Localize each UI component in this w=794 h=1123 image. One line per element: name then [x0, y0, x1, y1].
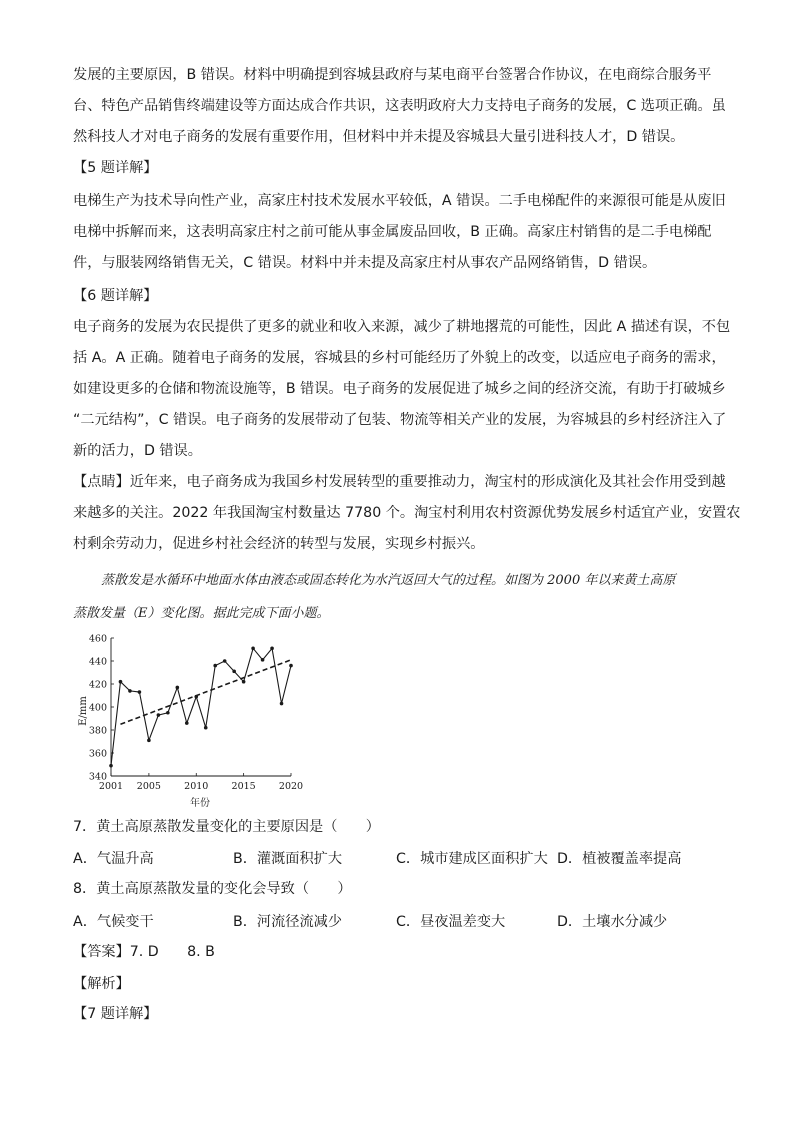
trend-line	[120, 660, 291, 724]
text-line: “二元结构”，C 错误。电子商务的发展带动了包装、物流等相关产业的发展，为容城县的乡村经济注入了	[73, 412, 727, 428]
data-point	[185, 721, 189, 725]
heading-text: 【6 题详解】	[73, 288, 158, 304]
data-point	[213, 664, 217, 668]
trend-line-group	[120, 660, 291, 724]
q7-option-c[interactable]: C．城市建成区面积扩大	[396, 851, 548, 867]
data-point	[176, 686, 180, 690]
data-point	[289, 664, 293, 668]
y-tick-label: 460	[88, 633, 107, 645]
q8-option-a[interactable]: A．气候变干	[73, 914, 154, 930]
data-point	[166, 711, 170, 715]
q8-option-d[interactable]: D．土壤水分减少	[557, 914, 668, 930]
heading-q7: 【7 题详解】	[73, 1006, 158, 1022]
q8-option-c[interactable]: C．昼夜温差变大	[396, 914, 506, 930]
data-point	[147, 739, 151, 743]
data-point	[270, 647, 274, 651]
heading-q6	[73, 281, 723, 312]
y-tick-label: 380	[88, 725, 107, 737]
data-point	[128, 689, 132, 693]
x-axis-label: 年份	[190, 798, 210, 809]
y-axis-ticks	[89, 634, 114, 783]
heading-q5	[73, 153, 723, 184]
text-line: 村剩余劳动力，促进乡村社会经济的转型与发展，实现乡村振兴。	[73, 536, 485, 552]
data-point	[232, 670, 236, 674]
text-line: 蒸散发量（E）变化图。据此完成下面小题。	[73, 606, 330, 621]
question-intro	[73, 564, 723, 630]
y-tick-label: 340	[88, 771, 107, 783]
x-tick-label: 2010	[184, 781, 209, 792]
answer-text: 7. D 8. B	[129, 944, 215, 960]
data-point	[138, 690, 142, 694]
text-line: 电梯中拆解而来，这表明高家庄村之前可能从事金属废品回收，B 正确。高家庄村销售的是二手电梯配	[73, 224, 712, 240]
y-axis-label: E/mm	[78, 696, 89, 726]
text-line: 电梯生产为技术导向性产业，高家庄村技术发展水平较低，A 错误。二手电梯配件的来源很可能是从废旧	[73, 193, 726, 209]
text-line: 新的活力，D 错误。	[73, 443, 202, 459]
x-tick-label: 2005	[136, 781, 161, 792]
data-point	[119, 680, 123, 684]
series-group	[109, 647, 293, 768]
x-tick-label: 2001	[98, 781, 124, 792]
paragraph-q5	[73, 186, 726, 279]
text-line: 如建设更多的仓储和物流设施等，B 错误。电子商务的发展促进了城乡之间的经济交流，有助于打破城乡	[73, 381, 726, 397]
data-point	[251, 647, 255, 651]
y-tick-label: 440	[88, 656, 107, 668]
y-tick-label: 420	[88, 679, 107, 691]
data-point	[261, 658, 265, 662]
series-line	[111, 648, 291, 765]
data-point	[223, 659, 227, 663]
paragraph-4-conclusion	[73, 60, 726, 153]
heading-text: 【5 题详解】	[73, 160, 158, 176]
data-point	[157, 713, 161, 717]
question-8-stem: 8．黄土高原蒸散发量的变化会导致（ ）	[73, 881, 352, 897]
paragraph-key-point	[73, 467, 741, 560]
y-tick-label: 400	[88, 702, 107, 714]
text-line: 发展的主要原因，B 错误。材料中明确提到容城县政府与某电商平台签署合作协议，在电商综合服务平	[73, 67, 712, 83]
y-tick-label: 360	[88, 748, 107, 760]
q8-option-b[interactable]: B．河流径流减少	[233, 914, 343, 930]
question-7-stem: 7．黄土高原蒸散发量变化的主要原因是（ ）	[73, 819, 380, 835]
text-line: 蒸散发是水循环中地面水体由液态或固态转化为水汽返回大气的过程。如图为 2000 年以来黄土高原	[101, 573, 676, 588]
x-tick-label: 2015	[231, 781, 256, 792]
text-line: 件，与服装网络销售无关，C 错误。材料中并未提及高家庄村从事农产品网络销售，D 错误。	[73, 255, 657, 271]
q7-option-a[interactable]: A．气温升高	[73, 851, 154, 867]
text-line: 电子商务的发展为农民提供了更多的就业和收入来源，减少了耕地撂荒的可能性，因此 A 描述有误，不包	[73, 319, 731, 335]
text-line: 【点睛】近年来，电子商务成为我国乡村发展转型的重要推动力，淘宝村的形成演化及其社会作用受到越	[73, 474, 726, 490]
data-point	[194, 695, 198, 699]
q7-option-b[interactable]: B．灌溉面积扩大	[233, 851, 343, 867]
data-point	[242, 680, 246, 684]
evapotranspiration-chart	[73, 628, 303, 813]
answer-tag: 【答案】	[73, 944, 130, 960]
q7-option-d[interactable]: D．植被覆盖率提高	[557, 851, 682, 867]
paragraph-q6	[73, 312, 731, 467]
text-line: 然科技人才对电子商务的发展有重要作用，但材料中并未提及容城县大量引进科技人才，D 错误。	[73, 129, 685, 145]
text-line: 来越多的关注。2022 年我国淘宝村数量达 7780 个。淘宝村利用农村资源优势发展乡村适宜产业，安置农	[73, 505, 741, 521]
data-point	[109, 764, 113, 768]
analysis-heading: 【解析】	[73, 976, 130, 992]
answer-line	[73, 942, 215, 962]
x-tick-label: 2020	[278, 781, 303, 792]
data-point	[204, 726, 208, 730]
text-line: 台、特色产品销售终端建设等方面达成合作共识，这表明政府大力支持电子商务的发展，C 选项正确。虽	[73, 98, 726, 114]
data-point	[280, 702, 284, 706]
text-line: 括 A。A 正确。随着电子商务的发展，容城县的乡村可能经历了外貌上的改变，以适应电子商务的需求，	[73, 350, 726, 366]
